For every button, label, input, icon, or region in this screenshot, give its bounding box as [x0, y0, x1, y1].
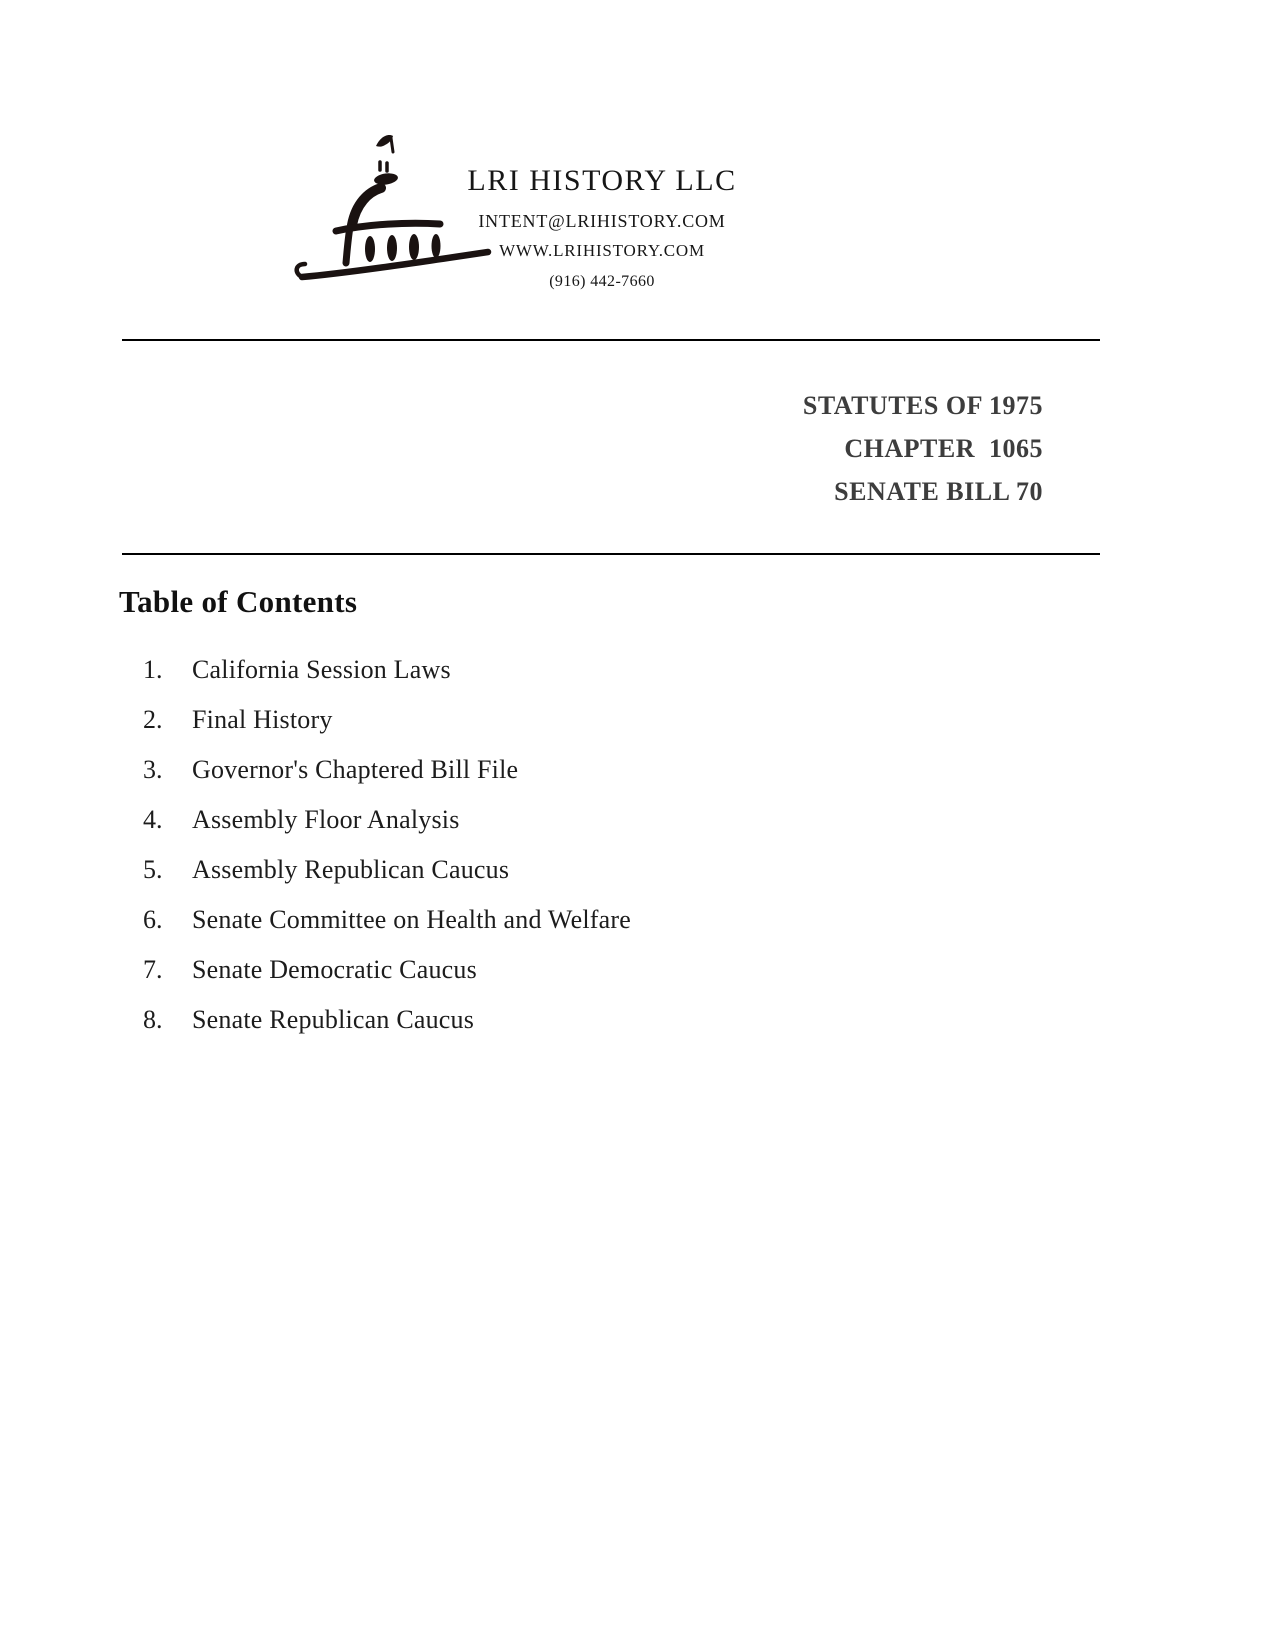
toc-item-label: Assembly Republican Caucus	[192, 855, 510, 884]
chapter-line: CHAPTER 1065	[844, 434, 1043, 463]
company-phone: (916) 442-7660	[549, 273, 655, 290]
toc-item-number: 8.	[143, 1005, 163, 1034]
toc-item	[143, 745, 631, 795]
company-name: LRI HISTORY LLC	[467, 164, 737, 197]
toc-item-label: Governor's Chaptered Bill File	[192, 755, 519, 784]
toc-heading: Table of Contents	[119, 584, 358, 619]
toc-item-number: 5.	[143, 855, 163, 884]
toc-item-number: 2.	[143, 705, 163, 734]
toc-item	[143, 895, 631, 945]
toc-item-number: 4.	[143, 805, 163, 834]
toc-item-number: 3.	[143, 755, 163, 784]
toc-item-label: Assembly Floor Analysis	[192, 805, 460, 834]
toc-item-label: Senate Committee on Health and Welfare	[192, 905, 631, 934]
toc-item-number: 7.	[143, 955, 163, 984]
divider-top	[122, 339, 1100, 341]
statutes-year-line: STATUTES OF 1975	[802, 391, 1043, 420]
toc-item-label: Final History	[192, 705, 333, 734]
statute-title-block	[803, 384, 1043, 513]
divider-bottom	[122, 553, 1100, 555]
toc-item-label: California Session Laws	[192, 655, 451, 684]
company-website: WWW.LRIHISTORY.COM	[499, 241, 705, 260]
senate-bill-line: SENATE BILL 70	[834, 477, 1043, 506]
toc-item-number: 1.	[143, 655, 163, 684]
toc-item	[143, 695, 631, 745]
toc-item-label: Senate Democratic Caucus	[192, 955, 477, 984]
company-email: INTENT@LRIHISTORY.COM	[478, 211, 726, 231]
toc-list	[143, 645, 631, 1045]
toc-item-label: Senate Republican Caucus	[192, 1005, 475, 1034]
toc-item	[143, 945, 631, 995]
toc-item	[143, 845, 631, 895]
toc-item-number: 6.	[143, 905, 163, 934]
toc-item	[143, 795, 631, 845]
company-info-block	[377, 163, 827, 295]
toc-item	[143, 645, 631, 695]
toc-item	[143, 995, 631, 1045]
